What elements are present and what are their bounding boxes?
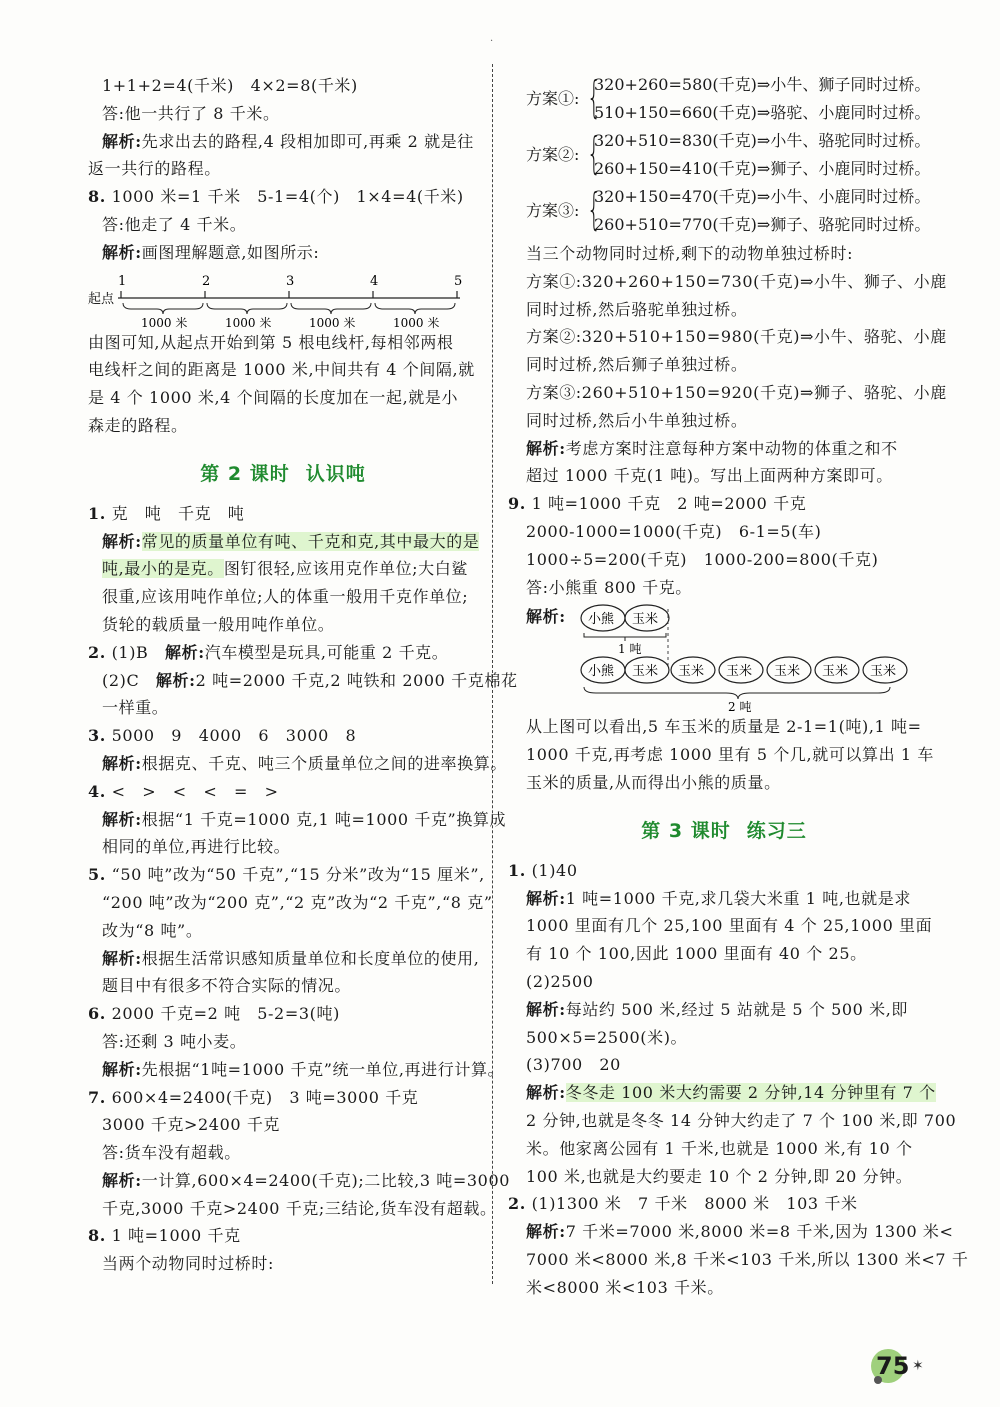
- explanation-text: 先根据“1吨=1000 千克”统一单位,再进行计算。: [141, 1059, 505, 1079]
- section-title: 认识吨: [305, 462, 366, 485]
- segment-label: 1000 米: [225, 315, 272, 330]
- svg-text:✶: ✶: [912, 1358, 924, 1374]
- section-heading-lesson-2: [88, 454, 478, 494]
- question-8: [88, 183, 478, 211]
- text-line: 方案①:320+260+150=730(千克)⇒小牛、狮子、小鹿: [526, 271, 947, 291]
- segment-brace: [375, 303, 455, 314]
- start-label: 起点: [88, 291, 115, 307]
- explanation-text: 画图理解题意,如图所示:: [141, 242, 320, 262]
- text-line: 方案③:260+510+150=920(千克)⇒狮子、骆驼、小鹿: [526, 382, 947, 402]
- top-mark: ·: [490, 36, 494, 47]
- explanation-line: 2 分钟,也就是冬冬 14 分钟大约走了 7 个 100 米,即 700: [526, 1110, 957, 1130]
- answer-line: (2)2500: [526, 971, 594, 991]
- explanation-line: [88, 128, 478, 156]
- plan-line: 320+150=470(千克)⇒小牛、小鹿同时过桥。: [594, 187, 931, 206]
- text-line: 当三个动物同时过桥,剩下的动物单独过桥时:: [526, 244, 854, 263]
- explanation-label: 解析:: [165, 642, 205, 662]
- section-number: 第 3 课时: [641, 819, 731, 842]
- two-ton-label: 2 吨: [728, 700, 752, 715]
- answer-text: 5000 9 4000 6 3000 8: [111, 726, 357, 746]
- answer-text: 1000 米=1 千米 5-1=4(个) 1×4=4(千米): [111, 187, 464, 207]
- text-line: 同时过桥,然后小牛单独过桥。: [526, 410, 748, 430]
- corn-label: 玉米: [822, 664, 849, 680]
- segment-label: 1000 米: [393, 315, 440, 330]
- text-line: 同时过桥,然后狮子单独过桥。: [526, 355, 748, 375]
- explanation-label: 解析:: [102, 242, 142, 262]
- one-ton-label: 1 吨: [618, 642, 642, 657]
- question-7: [88, 1084, 478, 1112]
- explanation-line: 电线杆之间的距离是 1000 米,中间共有 4 个间隔,就: [88, 360, 475, 380]
- question-number: 7.: [88, 1087, 106, 1107]
- explanation-line: [88, 1167, 511, 1195]
- answer-line: 答:还剩 3 吨小麦。: [102, 1031, 247, 1051]
- plan-line: 260+150=410(千克)⇒狮子、小鹿同时过桥。: [594, 159, 931, 178]
- question-1: [508, 857, 922, 885]
- explanation-line: [88, 239, 478, 267]
- bear-corn-diagram: [526, 601, 922, 713]
- answer-line: 改为“8 吨”。: [102, 920, 203, 940]
- explanation-text: 图钉很轻,应该用克作单位;大白鲨: [223, 559, 468, 579]
- text-line: 同时过桥,然后骆驼单独过桥。: [526, 299, 748, 319]
- section-heading-lesson-3: [526, 811, 922, 851]
- question-6: [88, 1000, 478, 1028]
- brace-icon: {: [587, 184, 601, 235]
- question-4: [88, 778, 478, 806]
- distance-diagram-svg: [88, 267, 478, 329]
- plan-block: [526, 72, 931, 128]
- segment-label: 1000 米: [141, 315, 188, 330]
- pole-number: 1: [118, 273, 127, 289]
- one-ton-bracket: [584, 633, 666, 641]
- explanation-line: [88, 945, 478, 973]
- question-number: 9.: [508, 494, 526, 514]
- explanation-line: 超过 1000 千克(1 吨)。写出上面两种方案即可。: [526, 466, 893, 486]
- explanation-text: 7 千米=7000 米,8000 米=8 千米,因为 1300 米<: [565, 1222, 954, 1242]
- explanation-line: 很重,应该用吨作单位;人的体重一般用千克作单位;: [102, 587, 469, 607]
- distance-diagram: [88, 267, 478, 329]
- explanation-line: 米<8000 米<103 千米。: [526, 1277, 724, 1297]
- bear-corn-svg: [526, 601, 922, 713]
- explanation-label: 解析:: [526, 1083, 566, 1103]
- question-number: 2.: [508, 1194, 526, 1214]
- question-2: [88, 639, 478, 667]
- explanation-line: 7000 米<8000 米,8 千米<103 千米,所以 1300 米<7 千: [526, 1249, 969, 1269]
- explanation-text: 每站约 500 米,经过 5 站就是 5 个 500 米,即: [565, 999, 909, 1019]
- answer-line: 当两个动物同时过桥时:: [102, 1254, 274, 1274]
- explanation-line: 题目中有很多不符合实际的情况。: [102, 976, 352, 996]
- question-9: [508, 490, 922, 518]
- explanation-label: 解析:: [526, 1222, 566, 1242]
- question-number: 8.: [88, 187, 106, 207]
- explanation-label: 解析:: [102, 131, 142, 151]
- question-number: 1.: [508, 860, 526, 880]
- plan-line: 510+150=660(千克)⇒骆驼、小鹿同时过桥。: [594, 103, 931, 122]
- answer-line: 答:他走了 4 千米。: [102, 214, 247, 234]
- explanation-label: 解析:: [102, 948, 142, 968]
- plan-block: [526, 184, 931, 240]
- plan-list: [526, 72, 931, 240]
- highlighted-text: 吨,最小的是克。: [102, 559, 224, 579]
- highlighted-text: 常见的质量单位有吨、千克和克,其中最大的是: [141, 531, 480, 551]
- answer-line: [88, 667, 518, 695]
- answer-text: (1)1300 米 7 千米 8000 米 103 千米: [531, 1194, 858, 1214]
- text-line: 方案②:320+510+150=980(千克)⇒小牛、骆驼、小鹿: [526, 327, 947, 347]
- corn-label: 玉米: [726, 664, 753, 680]
- section-number: 第 2 课时: [200, 462, 290, 485]
- answer-line: “200 吨”改为“200 克”,“2 克”改为“2 千克”,“8 克”: [102, 892, 493, 912]
- answer-line: 答:小熊重 800 千克。: [526, 577, 692, 597]
- explanation-text: 先求出去的路程,4 段相加即可,再乘 2 就是往: [141, 131, 474, 151]
- explanation-line: [88, 806, 507, 834]
- corn-label: 玉米: [678, 664, 705, 680]
- explanation-label: 解析:: [155, 670, 196, 690]
- answer-text: 2000 千克=2 吨 5-2=3(吨): [111, 1004, 340, 1024]
- explanation-line: 相同的单位,再进行比较。: [102, 837, 291, 857]
- segment-brace: [207, 303, 287, 314]
- explanation-label: 解析:: [102, 753, 142, 773]
- corn-label: 玉米: [774, 664, 801, 680]
- page-number: 75: [876, 1352, 910, 1380]
- question-number: 4.: [88, 781, 106, 801]
- explanation-label: 解析:: [526, 888, 566, 908]
- explanation-line: [526, 885, 922, 913]
- explanation-text: 考虑方案时注意每种方案中动物的体重之和不: [565, 438, 898, 458]
- answer-line: 1+1+2=4(千米) 4×2=8(千米): [102, 76, 358, 95]
- question-number: 2.: [88, 642, 106, 662]
- pole-number: 4: [370, 273, 379, 289]
- explanation-line: 是 4 个 1000 米,4 个间隔的长度加在一起,就是小: [88, 388, 459, 408]
- explanation-text: 1 吨=1000 千克,求几袋大米重 1 吨,也就是求: [565, 888, 911, 908]
- question-5: [88, 861, 485, 889]
- explanation-label: 解析:: [526, 999, 566, 1019]
- explanation-text: 根据克、千克、吨三个质量单位之间的进率换算。: [141, 753, 507, 773]
- plan-line: 320+510=830(千克)⇒小牛、骆驼同时过桥。: [594, 131, 931, 150]
- corn-label: 玉米: [632, 612, 659, 628]
- right-column: [508, 72, 969, 1302]
- explanation-line: [526, 1218, 954, 1246]
- answer-text: 1 吨=1000 千克: [111, 1226, 241, 1246]
- answer-text: 克 吨 千克 吨: [111, 503, 245, 523]
- explanation-line: 有 10 个 100,因此 1000 里面有 40 个 25。: [526, 944, 867, 964]
- question-number: 5.: [88, 865, 106, 885]
- question-2: [508, 1190, 922, 1218]
- answer-line: (3)700 20: [526, 1055, 621, 1075]
- explanation-line: 1000 里面有几个 25,100 里面有 4 个 25,1000 里面: [526, 916, 933, 936]
- explanation-line: 玉米的质量,从而得出小熊的质量。: [526, 772, 781, 792]
- explanation-label: 解析:: [102, 809, 142, 829]
- question-number: 6.: [88, 1004, 106, 1024]
- answer-text: (1)40: [531, 860, 578, 880]
- explanation-line: 货轮的载质量一般用吨作单位。: [102, 614, 335, 634]
- corn-label: 玉米: [632, 664, 659, 680]
- explanation-line: 500×5=2500(米)。: [526, 1027, 688, 1047]
- answer-text: 1 吨=1000 千克 2 吨=2000 千克: [531, 494, 807, 514]
- explanation-line: [526, 1079, 936, 1107]
- explanation-line: [88, 750, 507, 778]
- question-8b: [88, 1222, 478, 1250]
- explanation-line: 森走的路程。: [88, 415, 188, 435]
- brace-icon: {: [587, 128, 601, 179]
- answer-line: 答:货车没有超载。: [102, 1143, 241, 1163]
- explanation-label: 解析:: [526, 607, 566, 627]
- explanation-line: [88, 528, 478, 556]
- answer-line: 1000÷5=200(千克) 1000-200=800(千克): [526, 549, 879, 569]
- plan-line: 320+260=580(千克)⇒小牛、狮子同时过桥。: [594, 75, 931, 94]
- segment-brace: [291, 303, 371, 314]
- explanation-line: 米。他家离公园有 1 千米,也就是 1000 米,有 10 个: [526, 1138, 913, 1158]
- explanation-label: 解析:: [102, 1170, 142, 1190]
- answer-text: 600×4=2400(千克) 3 吨=3000 千克: [111, 1087, 419, 1107]
- question-number: 1.: [88, 503, 106, 523]
- two-ton-bracket: [584, 687, 890, 699]
- question-3: [88, 722, 478, 750]
- plan-line: 260+510=770(千克)⇒狮子、骆驼同时过桥。: [594, 215, 931, 234]
- explanation-text: 根据生活常识感知质量单位和长度单位的使用,: [141, 948, 480, 968]
- pole-number: 2: [202, 273, 211, 289]
- plan-label: 方案③:: [526, 201, 580, 220]
- answer-text: “50 吨”改为“50 千克”,“15 分米”改为“15 厘米”,: [111, 865, 485, 885]
- segment-brace: [123, 303, 203, 314]
- explanation-line: [526, 996, 922, 1024]
- explanation-line: 从上图可以看出,5 车玉米的质量是 2-1=1(吨),1 吨=: [526, 717, 922, 737]
- explanation-label: 解析:: [526, 438, 566, 458]
- pole-number: 3: [286, 273, 295, 289]
- explanation-line: [88, 1056, 505, 1084]
- pole-number: 5: [454, 273, 463, 289]
- explanation-line: 千克,3000 千克>2400 千克;三结论,货车没有超载。: [102, 1198, 497, 1218]
- explanation-text: 汽车模型是玩具,可能重 2 千克。: [204, 642, 449, 662]
- plan-label: 方案②:: [526, 145, 580, 164]
- explanation-line: 由图可知,从起点开始到第 5 根电线杆,每相邻两根: [88, 332, 454, 352]
- answer-text: (2)C: [102, 670, 156, 690]
- explanation-line: [526, 435, 922, 463]
- explanation-text: 根据“1 千克=1000 克,1 吨=1000 千克”换算成: [141, 809, 507, 829]
- explanation-line: 100 米,也就是大约要走 10 个 2 分钟,即 20 分钟。: [526, 1166, 913, 1186]
- answer-text: (1)B: [111, 642, 166, 662]
- explanation-line: [88, 555, 478, 583]
- question-number: 8.: [88, 1226, 106, 1246]
- explanation-line: 返一共行的路程。: [88, 159, 221, 179]
- explanation-line: 1000 千克,再考虑 1000 里有 5 个几,就可以算出 1 车: [526, 745, 934, 765]
- plan-label: 方案①:: [526, 89, 580, 108]
- answer-line: 3000 千克>2400 千克: [102, 1115, 281, 1135]
- highlighted-text: 冬冬走 100 米大约需要 2 分钟,14 分钟里有 7 个: [565, 1083, 936, 1103]
- bear-label: 小熊: [588, 612, 615, 628]
- question-number: 3.: [88, 726, 106, 746]
- explanation-label: 解析:: [102, 1059, 142, 1079]
- answer-line: 2000-1000=1000(千克) 6-1=5(车): [526, 521, 822, 541]
- bear-label: 小熊: [588, 664, 615, 680]
- explanation-text: 2 吨=2000 千克,2 吨铁和 2000 千克棉花: [195, 670, 518, 690]
- answer-text: < > < < = >: [111, 781, 279, 801]
- segment-label: 1000 米: [309, 315, 356, 330]
- explanation-line: 一样重。: [102, 698, 169, 718]
- explanation-label: 解析:: [102, 531, 142, 551]
- section-title: 练习三: [746, 819, 807, 842]
- answer-line: 答:他一共行了 8 千米。: [102, 103, 280, 123]
- corn-label: 玉米: [870, 664, 897, 680]
- brace-icon: {: [587, 72, 601, 123]
- explanation-text: 一计算,600×4=2400(千克);二比较,3 吨=3000: [141, 1170, 511, 1190]
- left-column: [88, 72, 518, 1278]
- question-1: [88, 500, 478, 528]
- plan-block: [526, 128, 931, 184]
